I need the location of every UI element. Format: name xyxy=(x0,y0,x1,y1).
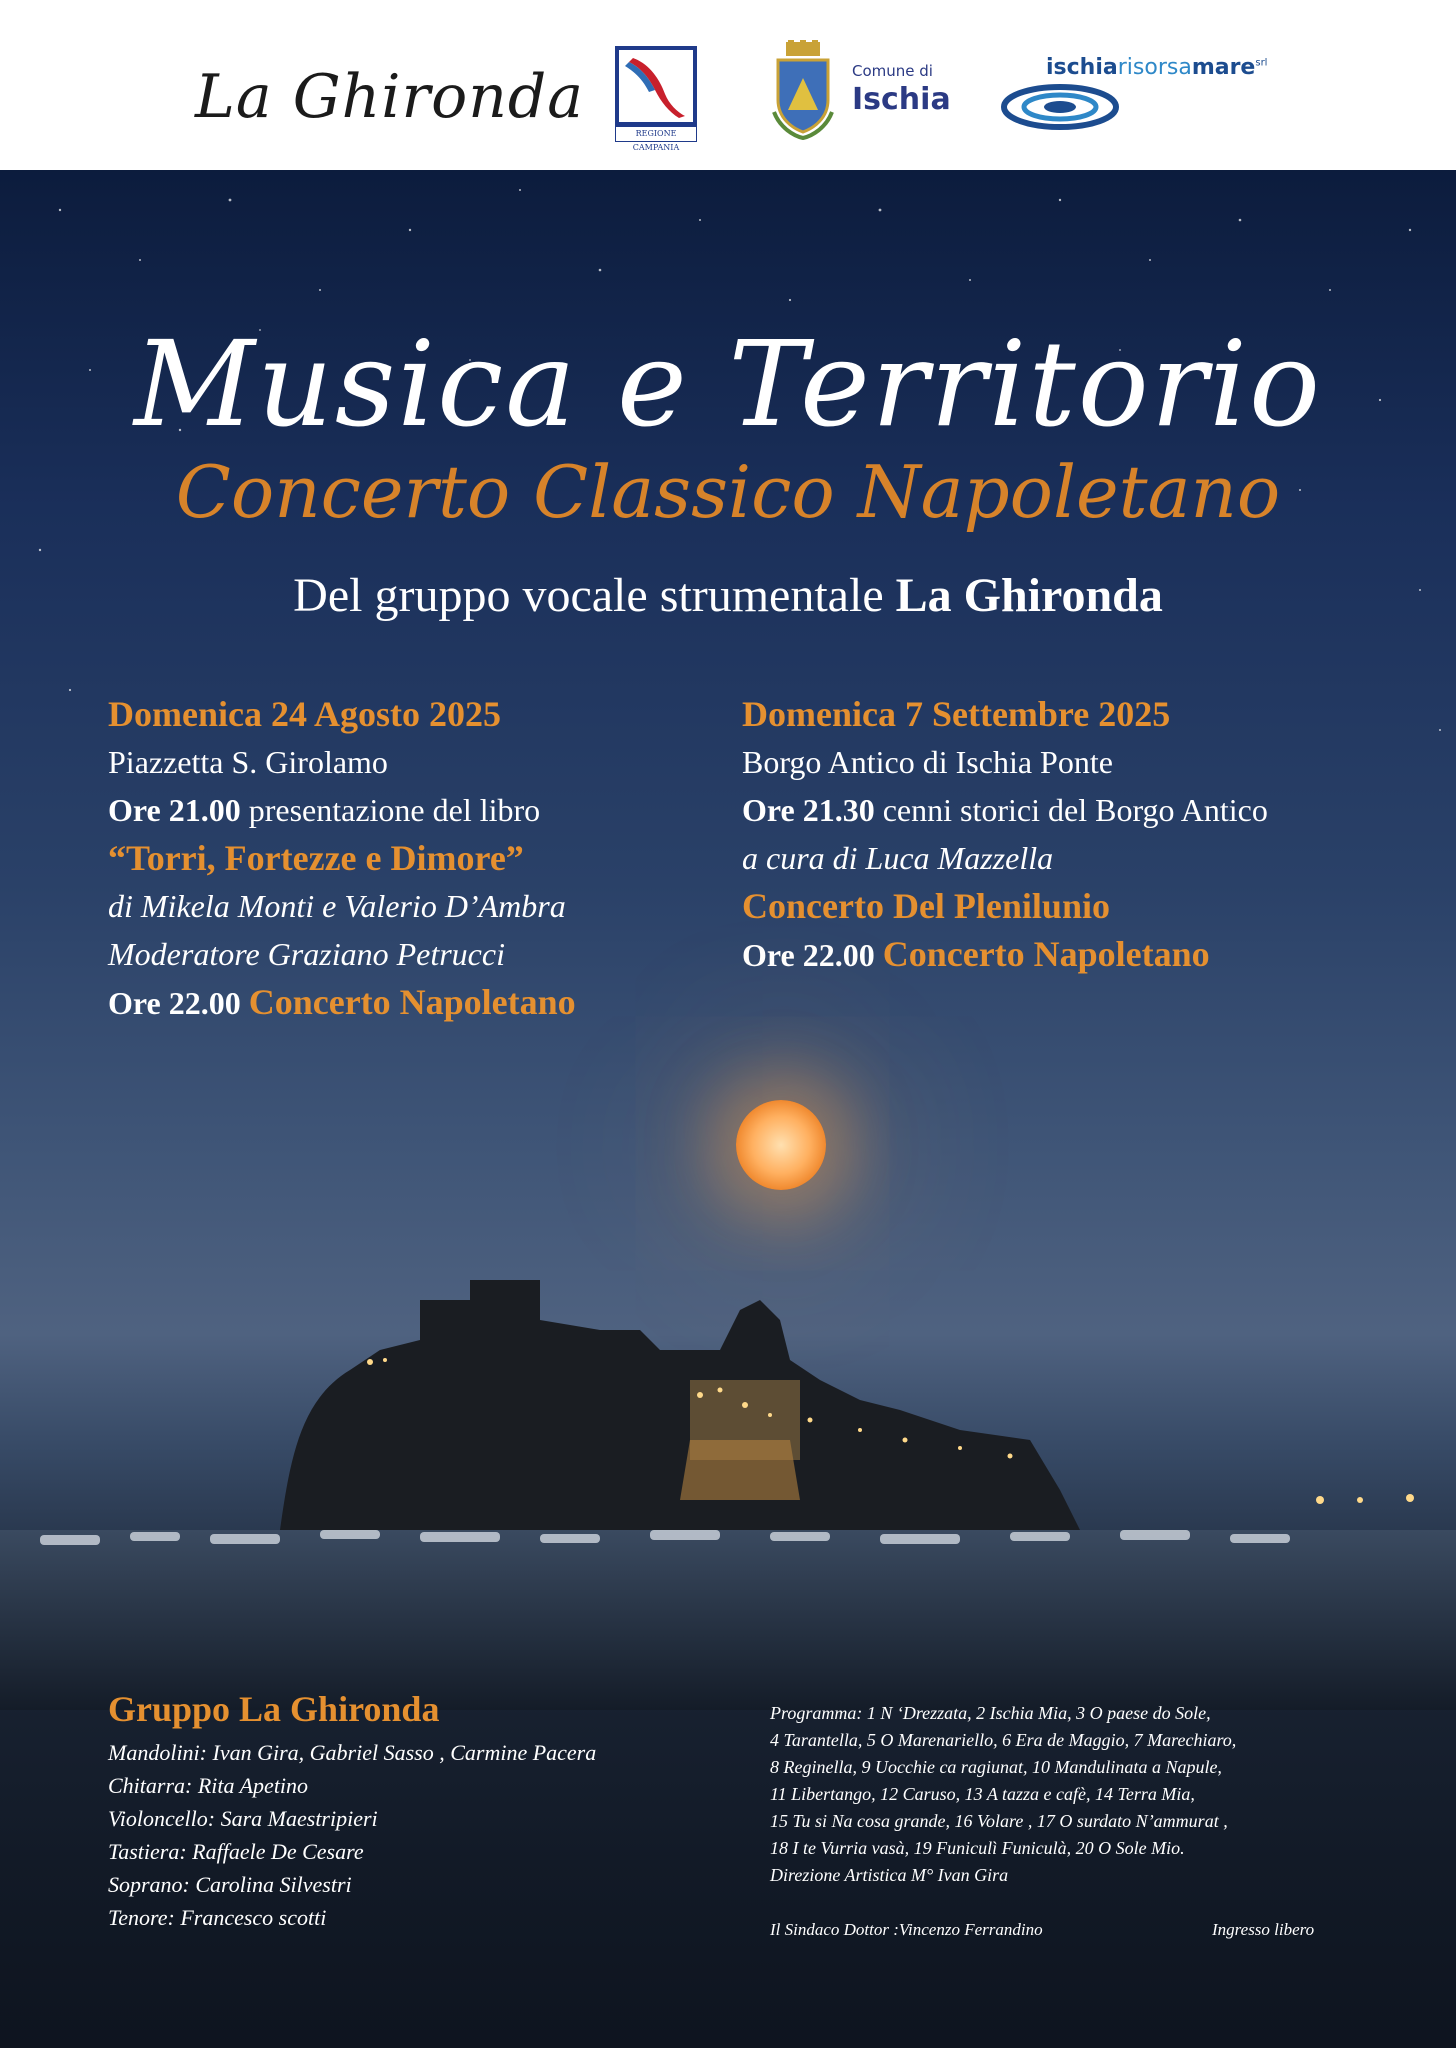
campania-label: REGIONE CAMPANIA xyxy=(615,126,697,142)
ischia-label: Ischia xyxy=(852,82,951,117)
program-line: 4 Tarantella, 5 O Marenariello, 6 Era de Maggio, 7 Marechiaro, xyxy=(770,1730,1237,1750)
event1-place: Piazzetta S. Girolamo xyxy=(108,744,388,780)
event2-time1: Ore 21.30 xyxy=(742,792,875,828)
group-members xyxy=(108,1688,748,1934)
wave-swirl-icon xyxy=(1000,81,1120,131)
event1-concert-line xyxy=(108,978,728,1027)
full-moon xyxy=(736,1100,826,1190)
event1-date: Domenica 24 Agosto 2025 xyxy=(108,694,501,734)
event1-time-line xyxy=(108,786,728,834)
event1-text1: presentazione del libro xyxy=(240,792,541,828)
title-concerto-classico: Concerto Classico Napoletano xyxy=(175,450,1281,534)
subtitle-prefix: Del gruppo vocale strumentale xyxy=(293,569,896,622)
event2-time2: Ore 22.00 xyxy=(742,937,875,973)
la-ghironda-logo: La Ghironda xyxy=(195,62,585,132)
member-line: Tenore: Francesco scotti xyxy=(108,1905,327,1930)
irm-part-mare: mare xyxy=(1191,55,1256,80)
irm-part-srl: srl xyxy=(1255,57,1268,69)
member-line: Tastiera: Raffaele De Cesare xyxy=(108,1839,364,1864)
member-line: Soprano: Carolina Silvestri xyxy=(108,1872,352,1897)
program-line: 11 Libertango, 12 Caruso, 13 A tazza e cafè, 14 Terra Mia, xyxy=(770,1784,1195,1804)
program-line: 18 I te Vurria vasà, 19 Funiculì Funiculà, 20 O Sole Mio. xyxy=(770,1838,1185,1858)
program-line: Programma: 1 N ‘Drezzata, 2 Ischia Mia, 3 O paese do Sole, xyxy=(770,1703,1211,1723)
event1-time1: Ore 21.00 xyxy=(108,792,241,828)
program-line: Direzione Artistica M° Ivan Gira xyxy=(770,1865,1009,1885)
subtitle-gruppo xyxy=(0,568,1456,623)
event2-curator: a cura di Luca Mazzella xyxy=(742,840,1054,876)
ischia-crest-icon xyxy=(770,40,836,140)
event1-moderator: Moderatore Graziano Petrucci xyxy=(108,936,505,972)
poster-background xyxy=(0,170,1456,2048)
event1-concert: Concerto Napoletano xyxy=(248,982,576,1022)
event-august xyxy=(108,690,728,1027)
event2-place: Borgo Antico di Ischia Ponte xyxy=(742,744,1113,780)
free-entry-note: Ingresso libero xyxy=(1212,1920,1315,1939)
header-bar xyxy=(0,0,1456,170)
event2-date: Domenica 7 Settembre 2025 xyxy=(742,694,1171,734)
program-line: 8 Reginella, 9 Uocchie ca ragiunat, 10 Mandulinata a Napule, xyxy=(770,1757,1222,1777)
member-line: Mandolini: Ivan Gira, Gabriel Sasso , Carmine Pacera xyxy=(108,1740,597,1765)
title-musica-e-territorio: Musica e Territorio xyxy=(134,315,1322,453)
regione-campania-logo xyxy=(615,46,697,152)
member-line: Violoncello: Sara Maestripieri xyxy=(108,1806,378,1831)
subtitle-group-name: La Ghironda xyxy=(895,569,1163,622)
ischia-risorsa-mare-logo xyxy=(1000,55,1280,145)
event2-text1: cenni storici del Borgo Antico xyxy=(874,792,1268,828)
group-title: Gruppo La Ghironda xyxy=(108,1689,440,1729)
comune-label: Comune di xyxy=(852,62,933,80)
campania-emblem-icon xyxy=(615,46,697,126)
comune-ischia-logo xyxy=(852,62,951,117)
event-september xyxy=(742,690,1422,979)
program-list xyxy=(770,1700,1390,1889)
aragonese-castle-silhouette xyxy=(0,1230,1456,1710)
irm-part-ischia: ischia xyxy=(1046,55,1118,80)
event1-time2: Ore 22.00 xyxy=(108,985,241,1021)
event2-plenilunio: Concerto Del Plenilunio xyxy=(742,886,1110,926)
irm-part-risorsa: risorsa xyxy=(1117,55,1192,80)
event2-concert-line xyxy=(742,930,1422,979)
event2-time-line xyxy=(742,786,1422,834)
event1-book-title: “Torri, Fortezze e Dimore” xyxy=(108,838,524,878)
event1-authors: di Mikela Monti e Valerio D’Ambra xyxy=(108,888,566,924)
irm-wordmark xyxy=(1046,55,1267,80)
event2-concert: Concerto Napoletano xyxy=(882,934,1210,974)
program-line: 15 Tu si Na cosa grande, 16 Volare , 17 O surdato N’ammurat , xyxy=(770,1811,1228,1831)
mayor-credit: Il Sindaco Dottor :Vincenzo Ferrandino xyxy=(770,1920,1043,1939)
member-line: Chitarra: Rita Apetino xyxy=(108,1773,309,1798)
